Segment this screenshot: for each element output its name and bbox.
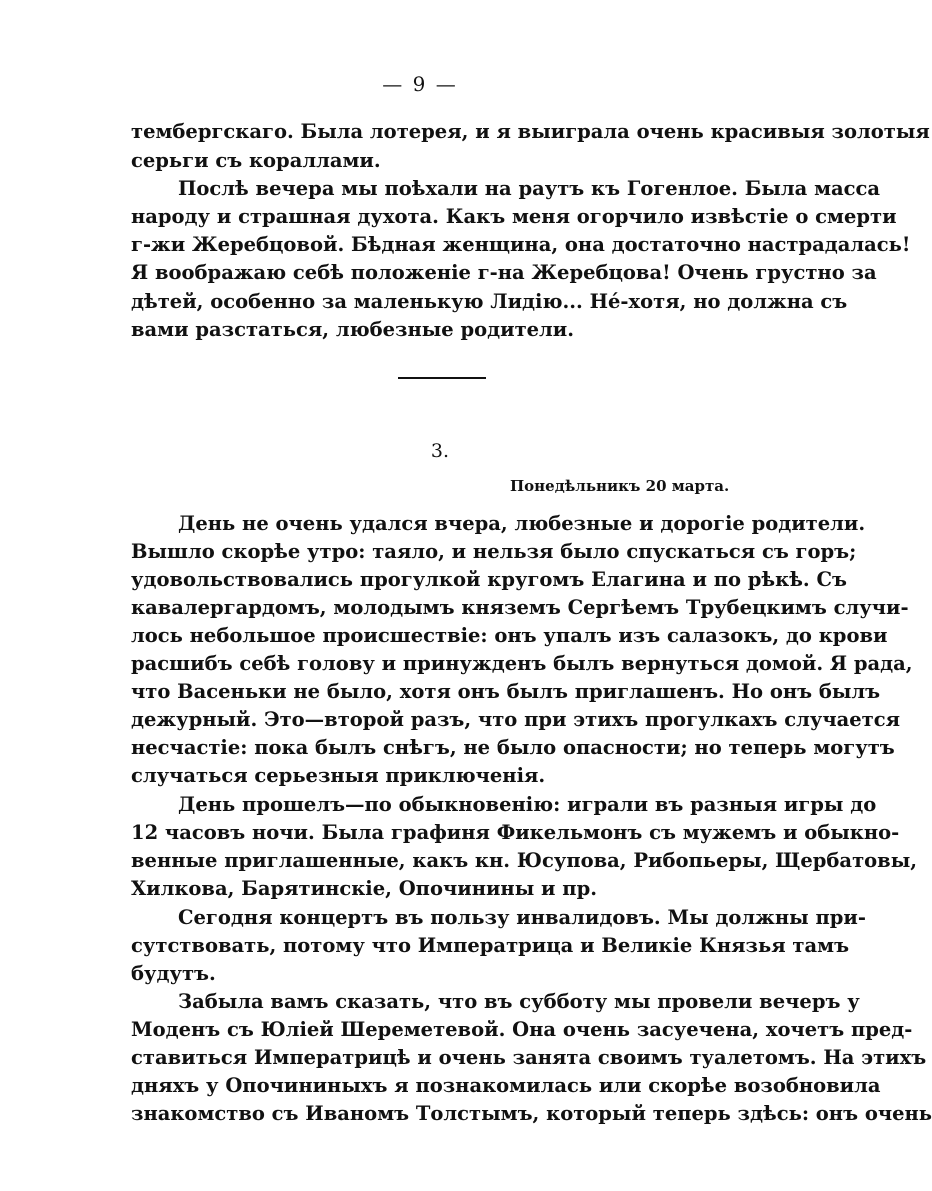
text-line: дежурный. Это—второй разъ, что при этихъ прогулкахъ случается bbox=[131, 708, 901, 731]
text-line: сутствовать, потому что Императрица и Великіе Князья тамъ bbox=[131, 934, 850, 957]
text-line: Забыла вамъ сказать, что въ субботу мы провели вечеръ у bbox=[178, 990, 860, 1013]
page-number: — 9 — bbox=[382, 72, 458, 96]
text-line: Моденъ съ Юліей Шереметевой. Она очень засуечена, хочетъ пред- bbox=[131, 1018, 913, 1041]
text-line: будутъ. bbox=[131, 962, 216, 985]
text-line: тембергскаго. Была лотерея, и я выиграла очень красивыя золотыя bbox=[131, 120, 930, 143]
text-line: кавалергардомъ, молодымъ княземъ Сергѣемъ Трубецкимъ случи- bbox=[131, 596, 909, 619]
text-line: лось небольшое происшествіе: онъ упалъ изъ салазокъ, до крови bbox=[131, 624, 888, 647]
text-line: дняхъ у Опочининыхъ я познакомилась или скорѣе возобновила bbox=[131, 1074, 881, 1097]
text-line: знакомство съ Иваномъ Толстымъ, который теперь здѣсь: онъ очень bbox=[131, 1102, 932, 1125]
text-line: День прошелъ—по обыкновенію: играли въ разныя игры до bbox=[178, 793, 877, 816]
text-line: случаться серьезныя приключенія. bbox=[131, 764, 546, 787]
text-line: Послѣ вечера мы поѣхали на раутъ къ Гогенлое. Была масса bbox=[178, 177, 881, 200]
text-line: серьги съ кораллами. bbox=[131, 149, 381, 172]
text-line: расшибъ себѣ голову и принужденъ былъ вернуться домой. Я рада, bbox=[131, 652, 913, 675]
text-line: Я воображаю себѣ положеніе г-на Жеребцова! Очень грустно за bbox=[131, 261, 877, 284]
text-line: День не очень удался вчера, любезные и дорогіе родители. bbox=[178, 512, 866, 535]
text-line: Сегодня концертъ въ пользу инвалидовъ. Мы должны при- bbox=[178, 906, 866, 929]
text-line: Вышло скорѣе утро: таяло, и нельзя было спускаться съ горъ; bbox=[131, 540, 857, 563]
text-line: народу и страшная духота. Какъ меня огорчило извѣстіе о смерти bbox=[131, 205, 897, 228]
text-line: несчастіе: пока былъ снѣгъ, не было опасности; но теперь могутъ bbox=[131, 736, 895, 759]
text-line: венные приглашенные, какъ кн. Юсупова, Рибопьеры, Щербатовы, bbox=[131, 849, 918, 872]
text-line: что Васеньки не было, хотя онъ былъ приглашенъ. Но онъ былъ bbox=[131, 680, 881, 703]
text-line: 12 часовъ ночи. Была графиня Фикельмонъ съ мужемъ и обыкно- bbox=[131, 821, 900, 844]
section-divider bbox=[398, 377, 486, 379]
text-line: удовольствовались прогулкой кругомъ Елагина и по рѣкѣ. Съ bbox=[131, 568, 847, 591]
text-line: г-жи Жеребцовой. Бѣдная женщина, она достаточно настрадалась! bbox=[131, 233, 911, 256]
letter-date: Понедѣльникъ 20 марта. bbox=[510, 477, 730, 495]
text-line: вами разстаться, любезные родители. bbox=[131, 318, 575, 341]
text-line: Хилкова, Барятинскіе, Опочинины и пр. bbox=[131, 877, 597, 900]
text-line: дѣтей, особенно за маленькую Лидію... Нé-хотя, но должна съ bbox=[131, 290, 848, 313]
text-line: ставиться Императрицѣ и очень занята своимъ туалетомъ. На этихъ bbox=[131, 1046, 927, 1069]
letter-number: 3. bbox=[430, 440, 450, 462]
